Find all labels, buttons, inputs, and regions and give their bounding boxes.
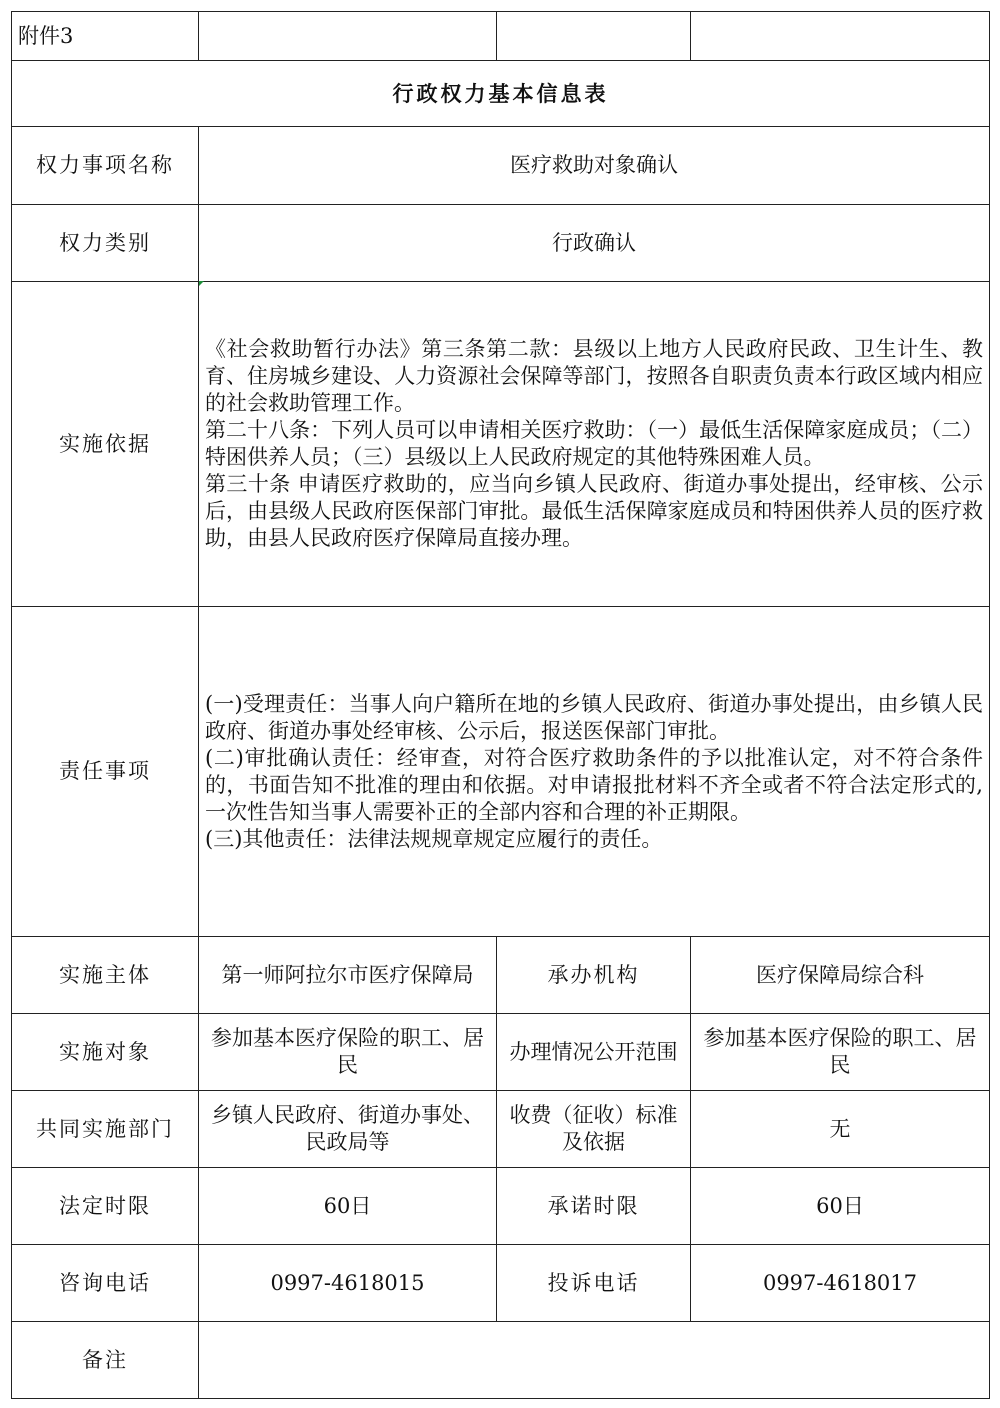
subject-label: 实施主体 <box>12 937 199 1014</box>
page-title: 行政权力基本信息表 <box>12 61 990 127</box>
joint-dept-label: 共同实施部门 <box>12 1091 199 1168</box>
phone-row <box>12 1245 990 1322</box>
target-value: 参加基本医疗保险的职工、居民 <box>199 1014 497 1091</box>
responsibilities-row <box>12 607 990 937</box>
fee-standard-label: 收费（征收）标准及依据 <box>497 1091 691 1168</box>
disclosure-scope-value: 参加基本医疗保险的职工、居民 <box>691 1014 990 1091</box>
legal-basis-paragraph: 第三十条 申请医疗救助的，应当向乡镇人民政府、街道办事处提出，经审核、公示后，由县级人民政府医保部门审批。最低生活保障家庭成员和特困供养人员的医疗救助，由县人民政府医疗保障局直接办理。 <box>205 472 983 550</box>
legal-basis-value <box>199 282 990 607</box>
responsibilities-label: 责任事项 <box>12 607 199 937</box>
title-row <box>12 61 990 127</box>
remarks-value <box>199 1322 990 1399</box>
handling-org-label: 承办机构 <box>497 937 691 1014</box>
promised-time-limit-label: 承诺时限 <box>497 1168 691 1245</box>
power-category-row <box>12 205 990 282</box>
power-item-row <box>12 127 990 205</box>
joint-dept-value: 乡镇人民政府、街道办事处、民政局等 <box>199 1091 497 1168</box>
responsibility-paragraph: (一)受理责任：当事人向户籍所在地的乡镇人民政府、街道办事处提出，由乡镇人民政府、街道办事处经审核、公示后，报送医保部门审批。 <box>205 691 983 743</box>
consult-phone-label: 咨询电话 <box>12 1245 199 1322</box>
promised-time-limit-value: 60日 <box>691 1168 990 1245</box>
complaint-phone-label: 投诉电话 <box>497 1245 691 1322</box>
responsibilities-value <box>199 607 990 937</box>
power-item-name-label: 权力事项名称 <box>12 127 199 205</box>
time-limit-row <box>12 1168 990 1245</box>
info-table <box>11 11 990 1399</box>
fee-standard-value: 无 <box>691 1091 990 1168</box>
attachment-label: 附件3 <box>12 12 199 61</box>
legal-time-limit-label: 法定时限 <box>12 1168 199 1245</box>
power-category-label: 权力类别 <box>12 205 199 282</box>
target-row <box>12 1014 990 1091</box>
legal-time-limit-value: 60日 <box>199 1168 497 1245</box>
empty-cell <box>497 12 691 61</box>
cell-comment-marker <box>199 281 204 286</box>
legal-basis-paragraph: 《社会救助暂行办法》第三条第二款：县级以上地方人民政府民政、卫生计生、教育、住房城乡建设、人力资源社会保障等部门，按照各自职责负责本行政区域内相应的社会救助管理工作。 <box>205 337 983 415</box>
empty-cell <box>199 12 497 61</box>
responsibility-paragraph: (二)审批确认责任：经审查，对符合医疗救助条件的予以批准认定，对不符合条件的，书面告知不批准的理由和依据。对申请报批材料不齐全或者不符合法定形式的,一次性告知当事人需要补正的全部内容和合理的补正期限。 <box>205 745 983 824</box>
empty-cell <box>691 12 990 61</box>
subject-row <box>12 937 990 1014</box>
consult-phone-value[interactable]: 0997-4618015 <box>199 1245 497 1322</box>
remarks-row <box>12 1322 990 1399</box>
responsibility-paragraph: (三)其他责任：法律法规规章规定应履行的责任。 <box>205 826 663 851</box>
attachment-row <box>12 12 990 61</box>
power-category-value: 行政确认 <box>199 205 990 282</box>
subject-value: 第一师阿拉尔市医疗保障局 <box>199 937 497 1014</box>
legal-basis-paragraph: 第二十八条：下列人员可以申请相关医疗救助：（一）最低生活保障家庭成员；（二）特困供养人员；（三）县级以上人民政府规定的其他特殊困难人员。 <box>205 418 983 469</box>
handling-org-value: 医疗保障局综合科 <box>691 937 990 1014</box>
legal-basis-label: 实施依据 <box>12 282 199 607</box>
disclosure-scope-label: 办理情况公开范围 <box>497 1014 691 1091</box>
power-item-name-value: 医疗救助对象确认 <box>199 127 990 205</box>
legal-basis-row <box>12 282 990 607</box>
complaint-phone-value[interactable]: 0997-4618017 <box>691 1245 990 1322</box>
joint-dept-row <box>12 1091 990 1168</box>
remarks-label: 备注 <box>12 1322 199 1399</box>
target-label: 实施对象 <box>12 1014 199 1091</box>
